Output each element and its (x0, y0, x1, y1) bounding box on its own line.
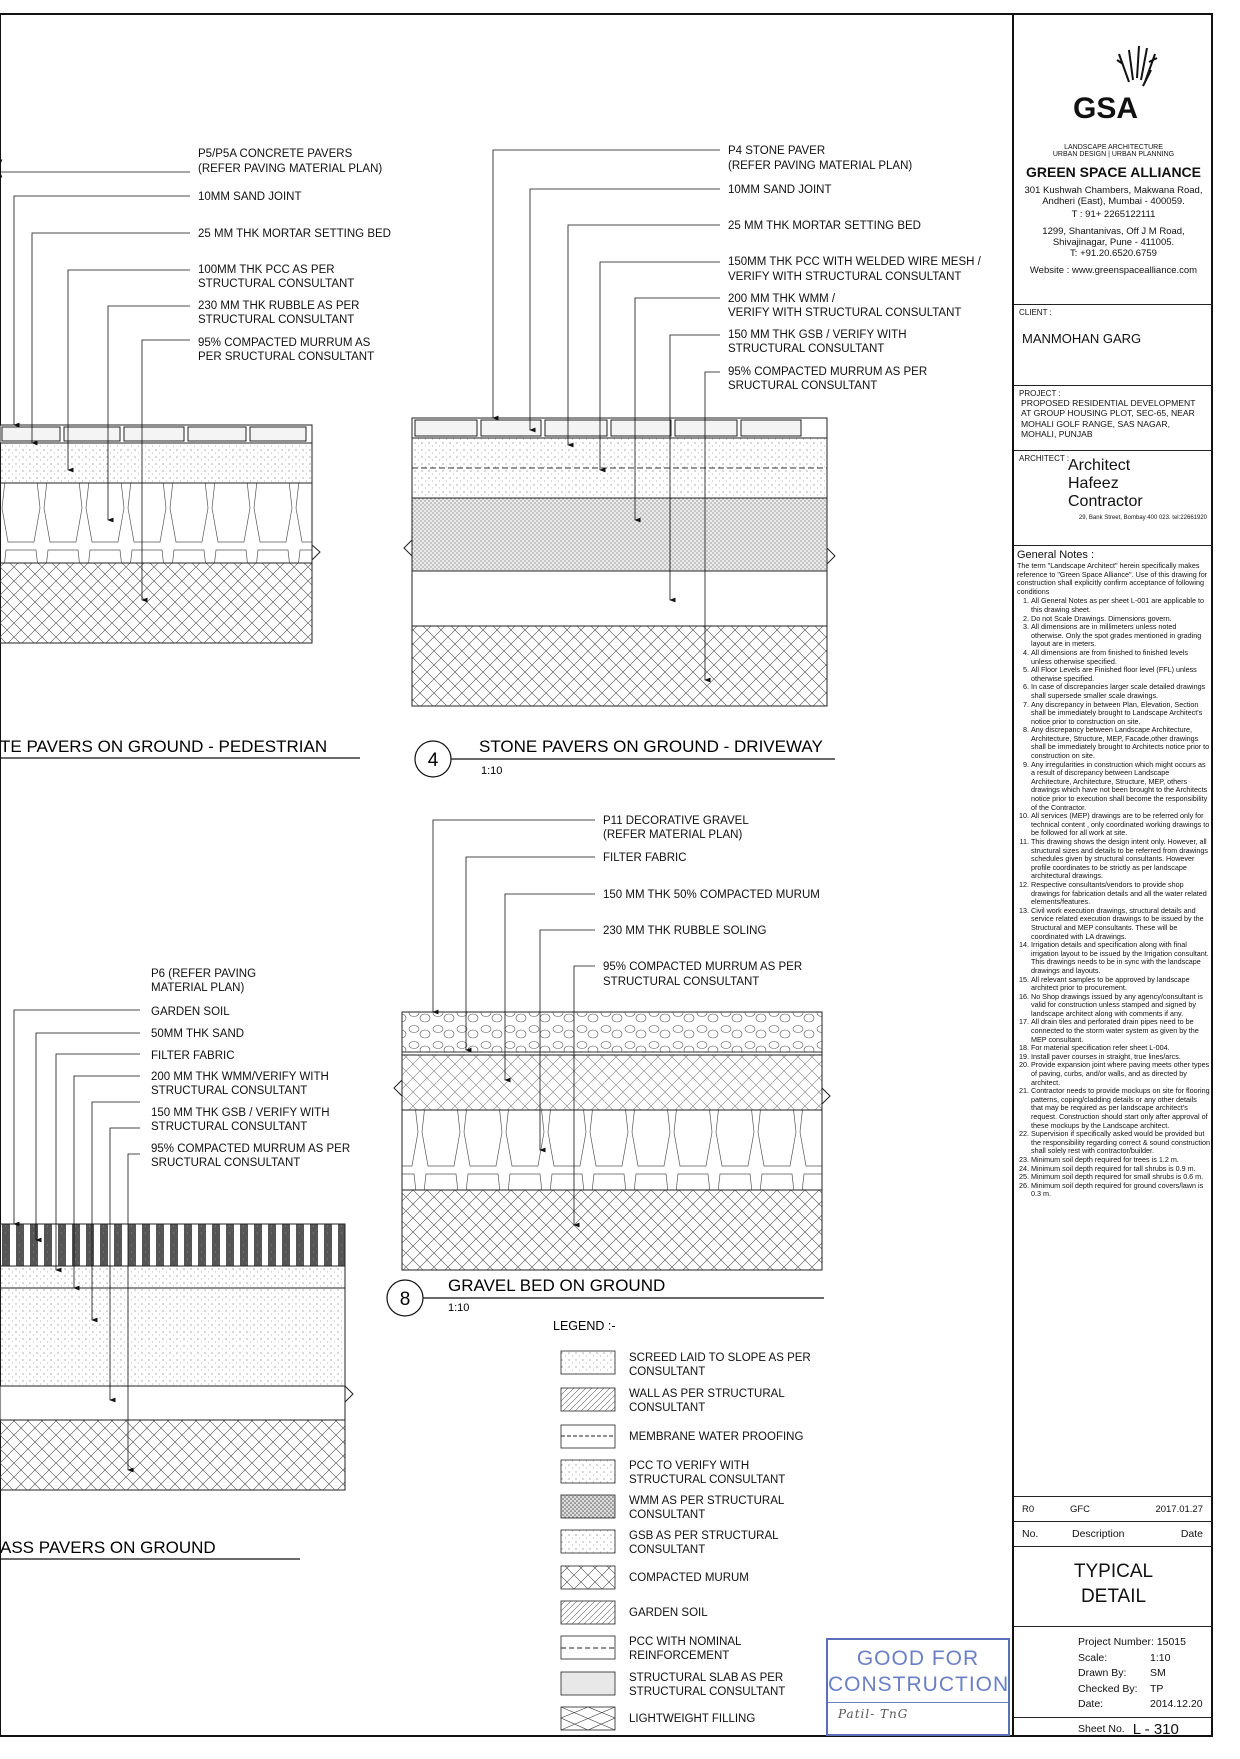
rev-date: 2017.01.27 (1155, 1503, 1203, 1515)
note-item: 2. Do not Scale Drawings. Dimensions govern. (1031, 615, 1210, 624)
checked-value: TP (1150, 1682, 1164, 1695)
general-notes-block (1014, 546, 1213, 1497)
stamp-line2: CONSTRUCTION (828, 1673, 1010, 1696)
architect-name: Contractor (1068, 493, 1143, 510)
callout-text: 95% COMPACTED MURRUM AS (198, 337, 371, 349)
revision-header (1014, 1522, 1213, 1547)
detail-grass (0, 968, 353, 1559)
project-label: PROJECT : (1019, 389, 1061, 398)
rev-description: GFC (1069, 1503, 1091, 1515)
legend-swatch-wall (561, 1388, 615, 1411)
note-item: 10. All services (MEP) drawings are to be referred only for technical content , only coordinated working drawings to be followed for all work at site. (1031, 812, 1210, 838)
legend-title: LEGEND :- (553, 1319, 616, 1333)
callout-text: 200 MM THK WMM / (728, 293, 836, 305)
legend-label: MEMBRANE WATER PROOFING (629, 1431, 804, 1443)
firm-phone: T : 91+ 2265122111 (1071, 209, 1156, 220)
callout-text: STRUCTURAL CONSULTANT (151, 1121, 308, 1133)
callout-text: SRUCTURAL CONSULTANT (728, 380, 878, 392)
callout-text: 150 MM THK GSB / VERIFY WITH (151, 1107, 330, 1119)
note-item: 3. All dimensions are in millimeters unless noted otherwise. Only the spot grades mentioned in grading layout are in meters. (1031, 623, 1210, 649)
stamp-signature: Patil- TnG (828, 1702, 1008, 1725)
detail-title: ASS PAVERS ON GROUND (0, 1538, 216, 1557)
architect-address: 29, Bank Street, Bombay 400 023. tel:22661920 (1078, 515, 1207, 521)
note-item: 23. Minimum soil depth required for trees is 1.2 m. (1031, 1156, 1210, 1165)
callout-text: FILTER FABRIC (151, 1050, 235, 1062)
legend (553, 1319, 811, 1730)
callout-text: P4 STONE PAVER (728, 145, 826, 157)
legend-label: WMM AS PER STRUCTURAL (629, 1495, 785, 1507)
detail-title: GRAVEL BED ON GROUND (448, 1276, 666, 1295)
legend-label: GARDEN SOIL (629, 1607, 708, 1619)
note-item: 24. Minimum soil depth required for tall shrubs is 0.9 m. (1031, 1165, 1210, 1174)
detail-number: 8 (399, 1289, 411, 1310)
gsa-logo-icon (1059, 40, 1169, 128)
date-label: Date: (1078, 1698, 1104, 1710)
note-item: 25. Minimum soil depth required for small shrubs is 0.6 m. (1031, 1173, 1210, 1182)
firm-address: 1299, Shantanivas, Off J M Road, (1042, 226, 1185, 237)
callout-text: (REFER PAVING MATERIAL PLAN) (728, 160, 913, 172)
svg-text:GSA: GSA (1072, 92, 1138, 125)
checked-label: Checked By: (1078, 1682, 1138, 1695)
callout-text: 50MM THK SAND (151, 1028, 245, 1040)
note-item: 15. All relevant samples to be approved by landscape architect prior to procurement. (1031, 976, 1210, 993)
note-item: 7. Any discrepancy in between Plan, Elevation, Section shall be immediately brought to Landscape Architect's notice prior to construction on site. (1031, 701, 1210, 727)
callout-text: FILTER FABRIC (603, 852, 687, 864)
revision-row (1014, 1497, 1213, 1522)
detail-gravel (387, 815, 830, 1316)
note-item: 17. All drain tiles and perforated drain pipes need to be connected to the storm water system as given by the MEP consultant. (1031, 1018, 1210, 1044)
callout-text: 100MM THK PCC AS PER (198, 264, 335, 276)
legend-label: LIGHTWEIGHT FILLING (629, 1713, 756, 1725)
scale-value: 1:10 (1150, 1651, 1171, 1664)
legend-label: STRUCTURAL SLAB AS PER (629, 1672, 784, 1684)
note-item: 12. Respective consultants/vendors to provide shop drawings for fabrication details and all the water related elements/features. (1031, 881, 1210, 907)
firm-website: Website : www.greenspacealliance.com (1029, 265, 1198, 276)
client-block (1014, 305, 1213, 386)
sheet-number-block (1014, 1717, 1213, 1740)
architect-label: ARCHITECT : (1019, 454, 1070, 463)
note-item: 18. For material specification refer sheet L-004. (1031, 1044, 1210, 1053)
firm-address: 301 Kushwah Chambers, Makwana Road, (1024, 185, 1203, 196)
scale-label: Scale: (1078, 1651, 1108, 1664)
legend-label: PCC WITH NOMINAL (629, 1636, 742, 1648)
callout-text: 10MM SAND JOINT (728, 184, 832, 196)
legend-label: SCREED LAID TO SLOPE AS PER (629, 1352, 811, 1364)
note-item: 20. Provide expansion joint where paving meets other types of paving, curbs, and/or walls, and as directed by architect. (1031, 1061, 1210, 1087)
legend-label: COMPACTED MURUM (629, 1572, 749, 1584)
callout-text: 230 MM THK RUBBLE AS PER (198, 300, 360, 312)
callout-text: 150MM THK PCC WITH WELDED WIRE MESH / (728, 256, 981, 268)
callout-text: 25 MM THK MORTAR SETTING BED (728, 220, 921, 232)
callout-text: 200 MM THK WMM/VERIFY WITH (151, 1071, 329, 1083)
sheet-label: Sheet No. (1078, 1723, 1125, 1735)
stamp-line1: GOOD FOR (856, 1647, 980, 1670)
callout-text: P5/P5A CONCRETE PAVERS (198, 148, 353, 160)
client-label: CLIENT : (1019, 308, 1052, 317)
note-item: 13. Civil work execution drawings, structural details and service related execution drawings to be issued by the Structural and MEP consultants. These will be coordinated with LA drawings. (1031, 907, 1210, 941)
callout-text: PER SRUCTURAL CONSULTANT (198, 351, 375, 363)
firm-block (1014, 14, 1213, 305)
legend-label: GSB AS PER STRUCTURAL (629, 1530, 779, 1542)
callout-text: MATERIAL PLAN) (151, 982, 245, 994)
drawn-label: Drawn By: (1078, 1667, 1127, 1679)
callout-text: 230 MM THK RUBBLE SOLING (603, 925, 767, 937)
note-item: 8. Any discrepancy between Landscape Architecture, Architecture, Structure, MEP, Facade,other drawings shall be immediately brought to Architects notice prior to construction on site. (1031, 726, 1210, 760)
drawn-value: SM (1150, 1667, 1166, 1679)
callout-text: SRUCTURAL CONSULTANT (151, 1157, 301, 1169)
callout-text: 95% COMPACTED MURRUM AS PER (728, 366, 928, 378)
title-block (1012, 14, 1213, 1736)
architect-name: Hafeez (1068, 475, 1119, 492)
legend-swatch-murum (561, 1566, 615, 1589)
drawing-title: DETAIL (1080, 1586, 1147, 1607)
legend-swatch-gsb (561, 1530, 615, 1553)
architect-block (1014, 451, 1213, 546)
legend-swatch-slab (561, 1672, 615, 1695)
legend-label: STRUCTURAL CONSULTANT (629, 1474, 786, 1486)
rev-col-no: No. (1022, 1528, 1039, 1540)
legend-label: WALL AS PER STRUCTURAL (629, 1388, 785, 1400)
architect-name: Architect (1068, 457, 1131, 474)
drawing-title: TYPICAL (1073, 1561, 1154, 1582)
notes-title: General Notes : (1017, 549, 1095, 561)
legend-label: STRUCTURAL CONSULTANT (629, 1686, 786, 1698)
legend-swatch-garden-soil (561, 1601, 615, 1624)
detail-driveway (404, 145, 982, 777)
date-value: 2014.12.20 (1150, 1698, 1203, 1710)
callout-text: 95% COMPACTED MURRUM AS PER (603, 961, 803, 973)
detail-scale: 1:10 (448, 1302, 470, 1314)
callout-text: (REFER MATERIAL PLAN) (603, 829, 743, 841)
legend-label: REINFORCEMENT (629, 1650, 730, 1662)
legend-label: CONSULTANT (629, 1544, 706, 1556)
project-block (1014, 386, 1213, 451)
note-item: 4. All dimensions are from finished to finished levels unless otherwise specified. (1031, 649, 1210, 666)
callout-text: STRUCTURAL CONSULTANT (198, 314, 355, 326)
firm-phone: T: +91.20.6520.6759 (1070, 248, 1157, 259)
note-item: 19. Install paver courses in straight, true lines/arcs. (1031, 1053, 1210, 1062)
callout-text: 95% COMPACTED MURRUM AS PER (151, 1143, 351, 1155)
project-number: Project Number: 15015 (1078, 1636, 1186, 1648)
notes-list (1017, 597, 1210, 1199)
firm-address: Andheri (East), Mumbai - 400059. (1042, 196, 1185, 207)
detail-title: TE PAVERS ON GROUND - PEDESTRIAN (0, 737, 328, 756)
firm-tagline: URBAN DESIGN | URBAN PLANNING (1052, 151, 1175, 158)
callout-text: GARDEN SOIL (151, 1006, 230, 1018)
callout-text: 150 MM THK 50% COMPACTED MURUM (603, 889, 820, 901)
note-item: 6. In case of discrepancies larger scale detailed drawings shall supersede smaller scale drawings. (1031, 683, 1210, 700)
callout-text: (REFER PAVING MATERIAL PLAN) (198, 163, 383, 175)
callout-text: STRUCTURAL CONSULTANT (603, 976, 760, 988)
firm-address: Shivajinagar, Pune - 411005. (1052, 237, 1175, 248)
note-item: 1. All General Notes as per sheet L-001 are applicable to this drawing sheet. (1031, 597, 1210, 614)
detail-scale: 1:10 (481, 765, 503, 777)
rev-col-date: Date (1180, 1528, 1203, 1540)
note-item: 11. This drawing shows the design intent only. However, all structural sizes and details to be referred from drawings schedules given by structural consultants. However profile coordinates to be strictly as per landscape architectural drawings. (1031, 838, 1210, 881)
callout-text: STRUCTURAL CONSULTANT (151, 1085, 308, 1097)
legend-label: CONSULTANT (629, 1509, 706, 1521)
note-item: 26. Minimum soil depth required for ground covers/lawn is 0.3 m. (1031, 1182, 1210, 1199)
note-item: 5. All Floor Levels are Finished floor level (FFL) unless otherwise specified. (1031, 666, 1210, 683)
callout-text: 10MM SAND JOINT (198, 191, 302, 203)
rev-number: R0 (1022, 1503, 1035, 1515)
notes-intro: The term "Landscape Architect" herein specifically makes reference to "Green Space Alliance". Use of this drawing for construction shall explicitly confirm acceptance of following conditions (1017, 561, 1208, 596)
legend-label: CONSULTANT (629, 1366, 706, 1378)
note-item: 21. Contractor needs to provide mockups on site for flooring patterns, coping/cladding details or any other details that may be required as per landscape architect's request. Construction should start only after approval of these mockups by the Landscape architect. (1031, 1087, 1210, 1130)
firm-tagline: LANDSCAPE ARCHITECTURE (1064, 144, 1163, 151)
legend-swatch-screed (561, 1351, 615, 1374)
legend-label: CONSULTANT (629, 1402, 706, 1414)
callout-text: P6 (REFER PAVING (151, 968, 257, 980)
legend-swatch-pcc (561, 1460, 615, 1483)
callout-text: 25 MM THK MORTAR SETTING BED (198, 228, 391, 240)
drawing-title-block (1014, 1547, 1213, 1627)
callout-text: VERIFY WITH STRUCTURAL CONSULTANT (728, 307, 962, 319)
client-name: MANMOHAN GARG (1022, 331, 1142, 346)
rev-col-description: Description (1072, 1528, 1125, 1540)
legend-swatch-wmm (561, 1495, 615, 1518)
note-item: 22. Supervision if specifically asked would be provided but the responsibility regarding correct & sound construction shall solely rest with contractor/builder. (1031, 1130, 1210, 1156)
project-name: PROPOSED RESIDENTIAL DEVELOPMENT AT GROUP HOUSING PLOT, SEC-65, NEAR MOHALI GOLF RANGE, SAS NAGAR, MOHALI, PUNJAB (1021, 398, 1196, 440)
note-item: 16. No Shop drawings issued by any agency/consultant is valid for construction unless stamped and signed by landscape architect along with comments if any. (1031, 993, 1210, 1019)
firm-name: GREEN SPACE ALLIANCE (1025, 164, 1201, 180)
note-item: 14. Irrigation details and specification along with final irrigation layout to be issued by the Irrigation consultant. This drawings needs to be in sync with the landscape drawings and layouts. (1031, 941, 1210, 975)
callout-text: STRUCTURAL CONSULTANT (198, 278, 355, 290)
callout-text: STRUCTURAL CONSULTANT (728, 343, 885, 355)
legend-label: PCC TO VERIFY WITH (629, 1460, 750, 1472)
detail-number: 4 (427, 750, 439, 771)
gfc-stamp (826, 1638, 1010, 1736)
callout-text: P11 DECORATIVE GRAVEL (603, 815, 749, 827)
callout-text: VERIFY WITH STRUCTURAL CONSULTANT (728, 271, 962, 283)
note-item: 9. Any irregularities in construction which might occurs as a result of discrepancy between Landscape Architecture, Architecture, Structure, MEP, others drawings which have not been brought to the Architects notice prior to execution shall become the responsibility of the Contractor. (1031, 761, 1210, 813)
sheet-number: L - 310 (1132, 1720, 1179, 1738)
project-info-block (1014, 1627, 1213, 1717)
detail-title: STONE PAVERS ON GROUND - DRIVEWAY (479, 737, 823, 756)
detail-pedestrian (0, 148, 391, 758)
callout-text: 150 MM THK GSB / VERIFY WITH (728, 329, 907, 341)
